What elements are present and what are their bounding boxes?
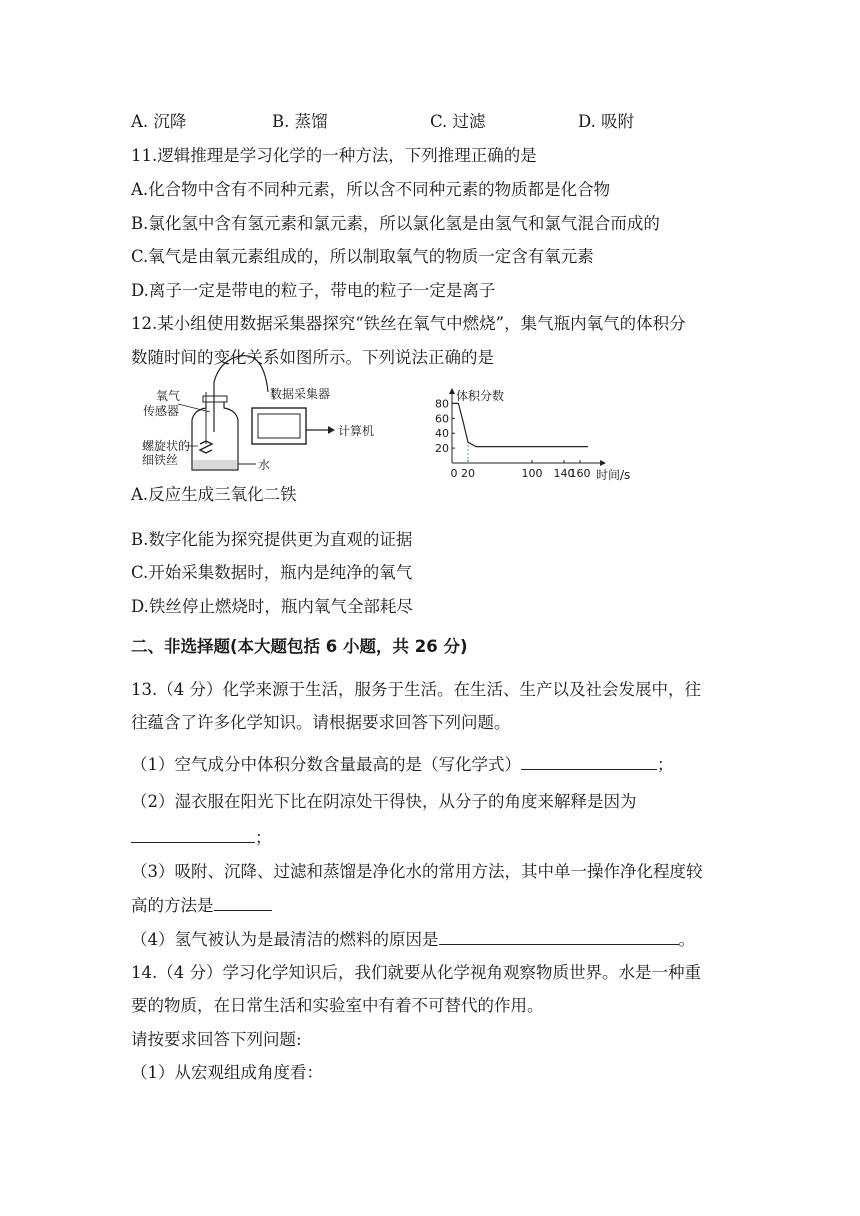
gas-bottle [192,400,238,470]
x-tick-label: 100 [521,467,543,480]
x-tick-label: 0 [450,467,458,480]
x-tick-label: 140 [553,467,575,480]
q13-part1-text: （1）空气成分中体积分数含量最高的是（写化学式） [131,755,521,774]
q11-option-a: A.化合物中含有不同种元素，所以含不同种元素的物质都是化合物 [131,180,611,199]
y-tick-label: 80 [435,397,449,411]
water-layer [193,460,237,469]
q14-instruction: 请按要求回答下列问题: [131,1030,302,1049]
y-tick-label: 40 [435,427,449,441]
q10-option-a: A. 沉降 [131,112,187,131]
q13-part2: （2）湿衣服在阳光下比在阴凉处干得快，从分子的角度来解释是因为 [131,792,637,811]
q13-stem-line2: 往蕴含了许多化学知识。请根据要求回答下列问题。 [131,713,511,732]
x-tick-label: 160 [569,467,591,480]
q13-part4-blank[interactable] [439,928,679,945]
q10-option-d: D. 吸附 [578,112,635,131]
q13-part3-text: 高的方法是 [131,896,214,915]
oxygen-chart [432,388,631,483]
q13-part2-answer [131,826,272,849]
q11-option-b: B.氯化氢中含有氢元素和氯元素，所以氯化氢是由氢气和氯气混合而成的 [131,214,660,233]
collector-label: 数据采集器 [270,387,331,401]
q13-part3-line1: （3）吸附、沉降、过滤和蒸馏是净化水的常用方法，其中单一操作净化程度较 [131,862,703,881]
q12-option-c: C.开始采集数据时，瓶内是纯净的氧气 [131,563,413,582]
q12-option-b: B.数字化能为探究提供更为直观的证据 [131,530,413,549]
computer-label: 计算机 [338,424,375,438]
q13-part1-end: ； [657,755,674,774]
sensor-cable [214,356,268,392]
apparatus-diagram [140,352,400,472]
q11-stem: 11.逻辑推理是学习化学的一种方法，下列推理正确的是 [131,146,537,165]
q10-option-c: C. 过滤 [430,112,486,131]
spiral-label-1: 螺旋状的 [142,439,191,453]
y-axis-arrow [449,388,455,394]
oxygen-curve [452,403,588,446]
q13-part3-blank[interactable] [214,894,272,911]
q11-option-d: D.离子一定是带电的粒子，带电的粒子一定是离子 [131,281,496,300]
oxygen-sensor-label-1: 氧气 [156,389,181,403]
q12-stem-line2: 数随时间的变化关系如图所示。下列说法正确的是 [131,348,494,367]
q13-part2-blank[interactable] [131,826,255,843]
x-axis-arrow [600,460,606,466]
q12-stem-line1: 12.某小组使用数据采集器探究“铁丝在氧气中燃烧”，集气瓶内氧气的体积分 [131,314,686,333]
x-axis-label: 时间/s [596,468,631,482]
spiral-label-2: 细铁丝 [142,453,179,467]
y-tick-label: 60 [435,412,449,426]
q10-option-b: B. 蒸馏 [272,112,328,131]
bottle-stopper [203,396,227,402]
y-axis-label: 体积分数 [456,389,505,403]
x-tick-label: 20 [461,467,475,480]
q13-stem-line1: 13.（4 分）化学来源于生活，服务于生活。在生活、生产以及社会发展中，往 [131,680,701,699]
section2-title: 二、非选择题(本大题包括 6 小题，共 26 分) [131,637,468,656]
q14-part1: （1）从宏观组成角度看： [131,1063,323,1082]
q14-stem-line2: 要的物质，在日常生活和实验室中有着不可替代的作用。 [131,996,544,1015]
oxygen-sensor-label-2: 传感器 [143,404,180,418]
q14-stem-line1: 14.（4 分）学习化学知识后，我们就要从化学视角观察物质世界。水是一种重 [131,963,701,982]
q13-part2-end: ； [255,828,272,847]
y-tick-label: 20 [435,442,449,456]
water-label: 水 [258,458,271,472]
q13-part3-line2 [131,894,272,917]
q11-option-c: C.氧气是由氧元素组成的，所以制取氧气的物质一定含有氧元素 [131,247,594,266]
q13-part4-text: （4）氢气被认为是最清洁的燃料的原因是 [131,930,439,949]
q12-option-d: D.铁丝停止燃烧时，瓶内氧气全部耗尽 [131,597,413,616]
q13-part1-blank[interactable] [521,753,657,770]
q13-part4-end: 。 [678,930,695,949]
q12-option-a: A.反应生成三氧化二铁 [131,485,297,504]
q13-part1 [131,753,674,776]
q13-part4 [131,928,695,951]
